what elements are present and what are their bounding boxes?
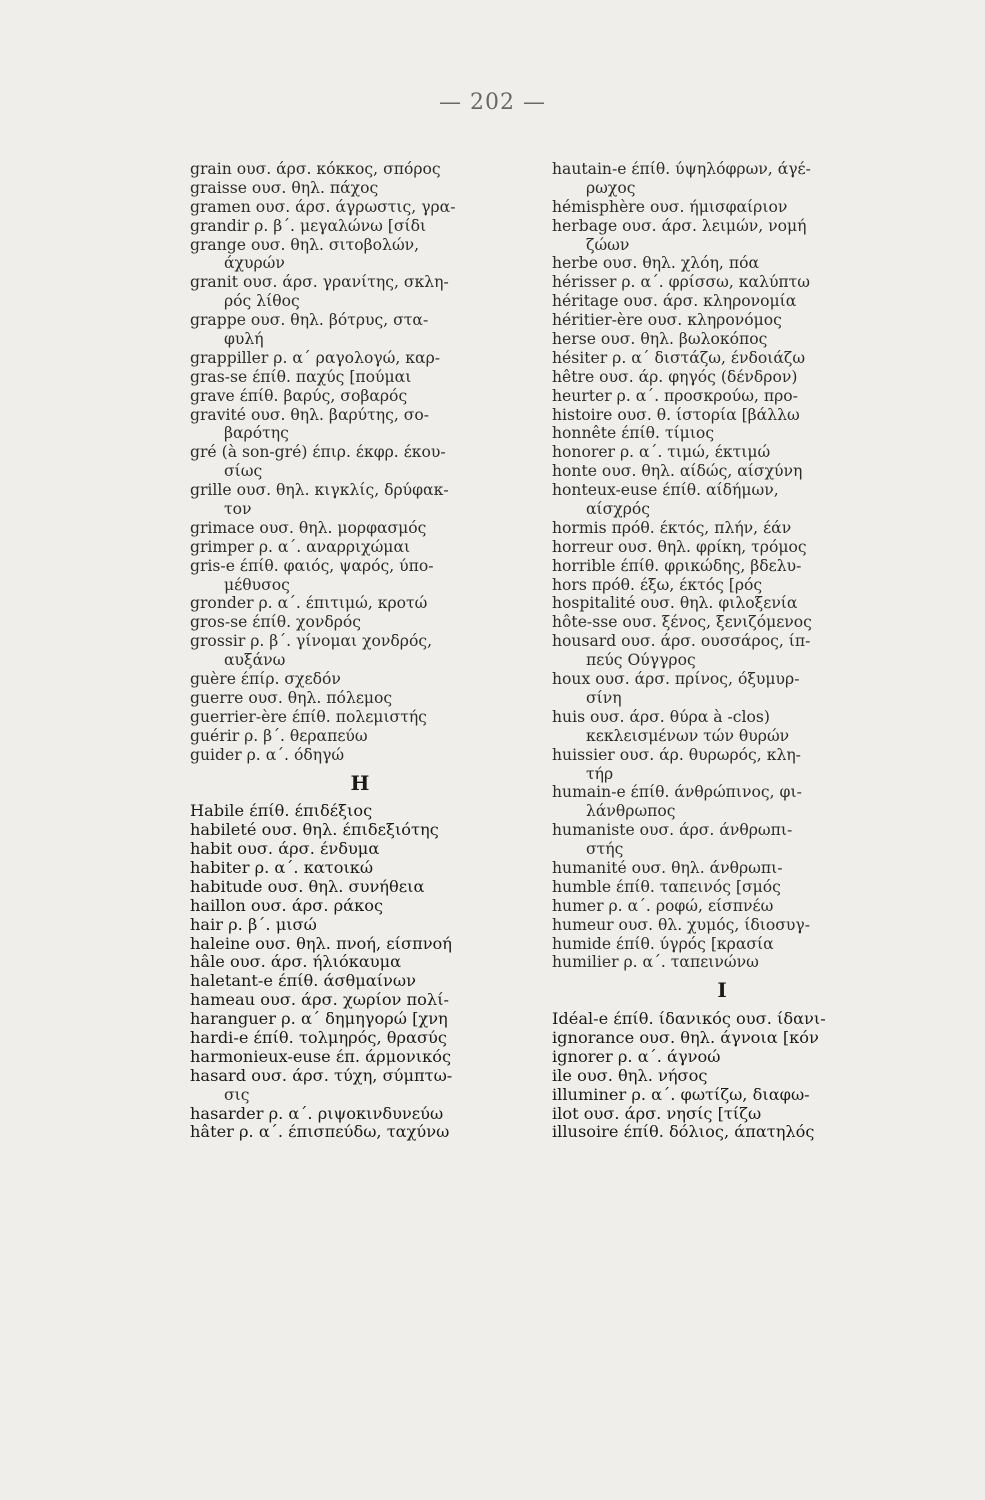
dictionary-entry-line: ilot ουσ. άρσ. νησίς [τίζω: [552, 1104, 762, 1123]
dictionary-entry-line: grappiller ρ. α΄ ραγολογώ, καρ-: [190, 348, 441, 367]
dictionary-entry-line: guérir ρ. β΄. θεραπεύω: [190, 726, 368, 745]
dictionary-entry-line: hésiter ρ. α΄ διστάζω, ένδοιάζω: [552, 348, 806, 367]
page-number: — 202 —: [439, 90, 546, 115]
dictionary-entry-line: heurter ρ. α΄. προσκρούω, προ-: [552, 386, 798, 405]
dictionary-entry-line: ignorance ουσ. θηλ. άγνοια [κόν: [552, 1028, 819, 1047]
entry-continuation-line: μέθυσος: [224, 575, 290, 594]
dictionary-entry-line: gravité ουσ. θηλ. βαρύτης, σο-: [190, 405, 430, 424]
dictionary-entry-line: honorer ρ. α΄. τιμώ, έκτιμώ: [552, 443, 771, 462]
entry-continuation-line: ζώων: [586, 235, 630, 254]
entry-continuation-line: σις: [224, 1085, 250, 1104]
dictionary-entry-line: ile ουσ. θηλ. νήσος: [552, 1066, 708, 1085]
dictionary-entry-line: gramen ουσ. άρσ. άγρωστις, γρα-: [190, 197, 456, 216]
dictionary-entry-line: illusoire έπίθ. δόλιος, άπατηλός: [552, 1123, 815, 1142]
dictionary-entry-line: humide έπίθ. ύγρός [κρασία: [552, 934, 774, 953]
dictionary-entry-line: harmonieux-euse έπ. άρμονικός: [190, 1047, 452, 1066]
dictionary-entry-line: hérisser ρ. α΄. φρίσσω, καλύπτω: [552, 273, 811, 292]
dictionary-entry-line: guerrier-ère έπίθ. πολεμιστής: [190, 707, 427, 726]
entry-continuation-line: ρωχος: [586, 178, 636, 197]
dictionary-entry-line: houx ουσ. άρσ. πρίνος, όξυμυρ-: [552, 670, 800, 689]
dictionary-entry-line: grandir ρ. β΄. μεγαλώνω [σίδι: [190, 216, 427, 235]
dictionary-entry-line: horreur ουσ. θηλ. φρίκη, τρόμος: [552, 537, 807, 556]
dictionary-entry-line: hardi-e έπίθ. τολμηρός, θρασύς: [190, 1028, 447, 1047]
dictionary-entry-line: habitude ουσ. θηλ. συνήθεια: [190, 877, 425, 896]
dictionary-entry-line: huissier ουσ. άρ. θυρωρός, κλη-: [552, 745, 801, 764]
entry-continuation-line: φυλή: [224, 330, 264, 349]
dictionary-entry-line: héritage ουσ. άρσ. κληρονομία: [552, 292, 797, 311]
dictionary-entry-line: histoire ουσ. θ. ίστορία [βάλλω: [552, 405, 800, 424]
dictionary-entry-line: humaniste ουσ. άρσ. άνθρωπι-: [552, 821, 793, 840]
entry-continuation-line: βαρότης: [224, 424, 289, 443]
dictionary-entry-line: hautain-e έπίθ. ύψηλόφρων, άγέ-: [552, 160, 811, 178]
dictionary-entry-line: hâle ουσ. άρσ. ήλιόκαυμα: [190, 953, 402, 972]
dictionary-entry-line: habit ουσ. άρσ. ένδυμα: [190, 840, 380, 859]
section-letter-heading: H: [350, 770, 370, 795]
dictionary-entry-line: hair ρ. β΄. μισώ: [190, 915, 317, 934]
dictionary-entry-line: honnête έπίθ. τίμιος: [552, 424, 715, 443]
dictionary-entry-line: grimace ουσ. θηλ. μορφασμός: [190, 518, 427, 537]
dictionary-entry-line: hasard ουσ. άρσ. τύχη, σύμπτω-: [190, 1066, 453, 1085]
dictionary-entry-line: grille ουσ. θηλ. κιγκλίς, δρύφακ-: [190, 481, 449, 500]
dictionary-entry-line: haleine ουσ. θηλ. πνοή, είσπνοή: [190, 934, 453, 953]
dictionary-entry-line: herbe ουσ. θηλ. χλόη, πόα: [552, 254, 759, 273]
entry-continuation-line: αυξάνω: [224, 651, 286, 670]
dictionary-entry-line: humilier ρ. α΄. ταπεινώνω: [552, 953, 759, 972]
dictionary-entry-line: honte ουσ. θηλ. αίδώς, αίσχύνη: [552, 462, 803, 481]
dictionary-entry-line: humanité ουσ. θηλ. άνθρωπι-: [552, 858, 783, 877]
dictionary-entry-line: grange ουσ. θηλ. σιτοβολών,: [190, 235, 420, 254]
dictionary-entry-line: hospitalité ουσ. θηλ. φιλοξενία: [552, 594, 798, 613]
dictionary-entry-line: hôte-sse ουσ. ξένος, ξενιζόμενος: [552, 613, 812, 632]
dictionary-entry-line: humain-e έπίθ. άνθρώπινος, φι-: [552, 783, 802, 802]
dictionary-entry-line: gré (à son-gré) έπιρ. έκφρ. έκου-: [190, 443, 446, 462]
dictionary-entry-line: Idéal-e έπίθ. ίδανικός ουσ. ίδανι-: [552, 1010, 826, 1029]
dictionary-entry-line: hormis πρόθ. έκτός, πλήν, έάν: [552, 518, 792, 537]
entry-continuation-line: τον: [224, 500, 252, 519]
dictionary-entry-line: grossir ρ. β΄. γίνομαι χονδρός,: [190, 632, 433, 651]
dictionary-entry-line: grain ουσ. άρσ. κόκκος, σπόρος: [190, 160, 441, 178]
entry-continuation-line: αίσχρός: [586, 500, 651, 519]
dictionary-entry-line: héritier-ère ουσ. κληρονόμος: [552, 311, 782, 330]
dictionary-entry-line: honteux-euse έπίθ. αίδήμων,: [552, 481, 779, 500]
dictionary-entry-line: grave έπίθ. βαρύς, σοβαρός: [190, 386, 408, 405]
dictionary-entry-line: habiter ρ. α΄. κατοικώ: [190, 858, 374, 877]
dictionary-entry-line: herbage ουσ. άρσ. λειμών, νομή: [552, 216, 807, 235]
entry-continuation-line: σίνη: [586, 688, 622, 707]
dictionary-entry-line: guerre ουσ. θηλ. πόλεμος: [190, 688, 393, 707]
left-column: [190, 160, 530, 1142]
dictionary-entry-line: illuminer ρ. α΄. φωτίζω, διαφω-: [552, 1085, 810, 1104]
dictionary-entry-line: hêtre ουσ. άρ. φηγός (δένδρον): [552, 367, 798, 386]
dictionary-entry-line: haletant-e έπίθ. άσθμαίνων: [190, 972, 416, 991]
dictionary-entry-line: gros-se έπίθ. χονδρός: [190, 613, 362, 632]
dictionary-entry-line: graisse ουσ. θηλ. πάχος: [190, 178, 379, 197]
dictionary-entry-line: habileté ουσ. θηλ. έπιδεξιότης: [190, 821, 439, 840]
dictionary-entry-line: hasarder ρ. α΄. ριψοκινδυνεύω: [190, 1104, 444, 1123]
dictionary-entry-line: humer ρ. α΄. ροφώ, είσπνέω: [552, 896, 774, 915]
entry-continuation-line: άχυρών: [224, 254, 285, 273]
dictionary-entry-line: haillon ουσ. άρσ. ράκος: [190, 896, 384, 915]
entry-continuation-line: τήρ: [586, 764, 614, 783]
entry-continuation-line: ρός λίθος: [224, 292, 300, 311]
entry-continuation-line: πεύς Ούγγρος: [586, 651, 696, 670]
dictionary-entry-line: guère έπίρ. σχεδόν: [190, 670, 341, 689]
entry-continuation-line: στής: [586, 840, 624, 859]
dictionary-entry-line: huis ουσ. άρσ. θύρα à -clos): [552, 707, 770, 726]
dictionary-entry-line: humeur ουσ. θλ. χυμός, ίδιοσυγ-: [552, 915, 810, 934]
dictionary-entry-line: ignorer ρ. α΄. άγνοώ: [552, 1047, 721, 1066]
dictionary-entry-line: gras-se έπίθ. παχύς [πούμαι: [190, 367, 412, 386]
dictionary-entry-line: hâter ρ. α΄. έπισπεύδω, ταχύνω: [190, 1123, 450, 1142]
section-letter-heading: I: [717, 978, 727, 1003]
dictionary-entry-line: hameau ουσ. άρσ. χωρίον πολί-: [190, 991, 450, 1010]
entry-continuation-line: σίως: [224, 462, 263, 481]
right-column: [552, 160, 892, 1142]
dictionary-entry-line: herse ουσ. θηλ. βωλοκόπος: [552, 330, 768, 349]
dictionary-entry-line: haranguer ρ. α΄ δημηγορώ [χνη: [190, 1010, 448, 1029]
dictionary-entry-line: humble έπίθ. ταπεινός [σμός: [552, 877, 781, 896]
dictionary-entry-line: Habile έπίθ. έπιδέξιος: [190, 802, 373, 821]
dictionary-entry-line: grimper ρ. α΄. αναρριχώμαι: [190, 537, 411, 556]
dictionary-entry-line: granit ουσ. άρσ. γρανίτης, σκλη-: [190, 273, 449, 292]
dictionary-entry-line: guider ρ. α΄. όδηγώ: [190, 745, 345, 764]
entry-continuation-line: λάνθρωπος: [586, 802, 676, 821]
dictionary-entry-line: horrible έπίθ. φρικώδης, βδελυ-: [552, 556, 802, 575]
dictionary-entry-line: grappe ουσ. θηλ. βότρυς, στα-: [190, 311, 429, 330]
dictionary-entry-line: hémisphère ουσ. ήμισφαίριον: [552, 197, 788, 216]
dictionary-entry-line: housard ουσ. άρσ. ουσσάρος, ίπ-: [552, 632, 811, 651]
dictionary-entry-line: hors πρόθ. έξω, έκτός [ρός: [552, 575, 763, 594]
dictionary-entry-line: gris-e έπίθ. φαιός, ψαρός, ύπο-: [190, 556, 434, 575]
entry-continuation-line: κεκλεισμένων τών θυρών: [586, 726, 790, 745]
dictionary-entry-line: gronder ρ. α΄. έπιτιμώ, κροτώ: [190, 594, 428, 613]
